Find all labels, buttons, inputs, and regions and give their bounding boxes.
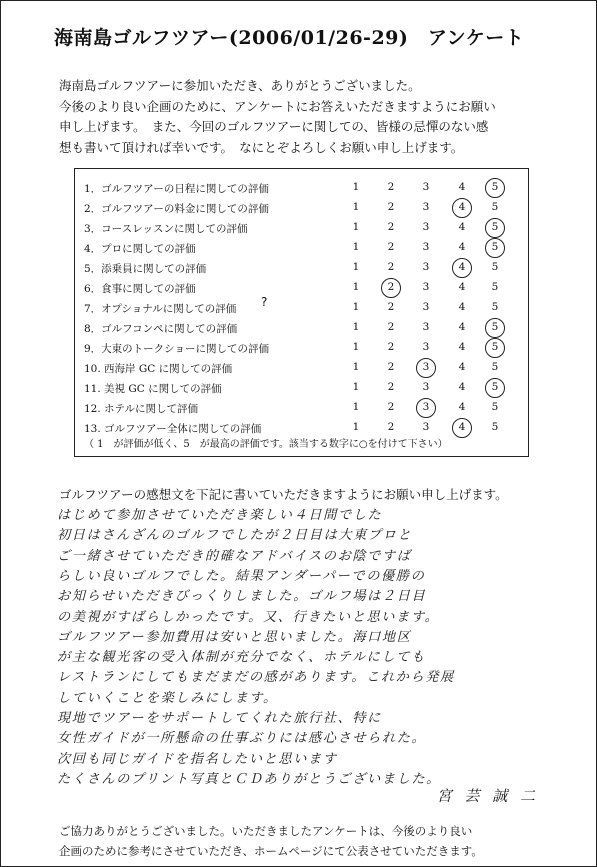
rating-score-selected[interactable]: 3: [417, 401, 435, 413]
rating-score[interactable]: 2: [387, 201, 395, 213]
rating-note: （ 1 が評価が低く、5 が最高の評価です。該当する数字に○を付けて下さい）: [84, 439, 448, 450]
rating-label: 4．プロに関しての評価: [84, 243, 196, 255]
rating-label: 8．ゴルフコンペに関しての評価: [84, 323, 238, 335]
rating-score[interactable]: 1: [352, 361, 360, 373]
rating-row: [75, 319, 528, 339]
page-title: 海南島ゴルフツアー(2006/01/26-29) アンケート: [54, 27, 525, 49]
question-mark: ?: [261, 295, 268, 309]
rating-score[interactable]: 2: [387, 301, 395, 313]
handwritten-line: 現地でツアーをサポートしてくれた旅行社、特に: [57, 711, 382, 726]
rating-score[interactable]: 5: [491, 361, 499, 373]
rating-row: [75, 279, 528, 299]
rating-score[interactable]: 1: [352, 221, 360, 233]
handwritten-line: ゴルフツアー参加費用は安いと思いました。海口地区: [57, 629, 412, 645]
rating-score[interactable]: 1: [352, 401, 360, 413]
rating-score[interactable]: 1: [352, 301, 360, 313]
rating-label: 12. ホテルに関して評価: [84, 403, 199, 415]
rating-score-selected[interactable]: 5: [486, 341, 504, 353]
rating-row: [75, 339, 528, 359]
rating-score-selected[interactable]: 3: [417, 361, 435, 373]
rating-score[interactable]: 4: [458, 181, 466, 193]
rating-score[interactable]: 5: [491, 401, 499, 413]
rating-score[interactable]: 3: [422, 201, 430, 213]
rating-score-selected[interactable]: 4: [453, 261, 471, 273]
rating-score-selected[interactable]: 2: [382, 281, 400, 293]
rating-score[interactable]: 5: [491, 201, 499, 213]
rating-score[interactable]: 2: [387, 221, 395, 233]
handwritten-line: していくことを楽しみにします。: [57, 690, 278, 706]
rating-row: [75, 379, 528, 399]
rating-score[interactable]: 3: [422, 281, 430, 293]
rating-score[interactable]: 4: [458, 281, 466, 293]
rating-score-selected[interactable]: 5: [486, 221, 504, 233]
handwritten-line: たくさんのプリント写真とＣＤありがとうございました。: [57, 771, 441, 787]
rating-score[interactable]: 2: [387, 241, 395, 253]
rating-score[interactable]: 1: [352, 181, 360, 193]
handwritten-line: レストランにしてもまだまだの感があります。これから発展: [57, 670, 455, 686]
rating-row: [75, 199, 528, 219]
rating-score[interactable]: 1: [352, 241, 360, 253]
rating-score[interactable]: 1: [352, 201, 360, 213]
rating-score[interactable]: 2: [387, 381, 395, 393]
rating-score[interactable]: 3: [422, 181, 430, 193]
rating-score-selected[interactable]: 5: [486, 381, 504, 393]
rating-score[interactable]: 5: [491, 281, 499, 293]
rating-row: [75, 419, 528, 439]
rating-score-selected[interactable]: 5: [486, 181, 504, 193]
rating-score[interactable]: 3: [422, 421, 430, 433]
rating-row: [75, 179, 528, 199]
rating-label: 6．食事に関しての評価: [84, 283, 196, 295]
rating-label: 1．ゴルフツアーの日程に関しての評価: [84, 183, 269, 195]
rating-label: 2．ゴルフツアーの料金に関しての評価: [84, 203, 269, 215]
rating-score[interactable]: 5: [491, 301, 499, 313]
handwritten-line: お知らせいただきびっくりしました。ゴルフ場は２日目: [57, 589, 427, 605]
rating-score[interactable]: 1: [352, 421, 360, 433]
rating-row: [75, 239, 528, 259]
rating-row: [75, 399, 528, 419]
rating-score[interactable]: 1: [352, 321, 360, 333]
rating-score[interactable]: 4: [458, 221, 466, 233]
rating-score[interactable]: 4: [458, 361, 466, 373]
rating-score[interactable]: 4: [458, 301, 466, 313]
rating-score[interactable]: 3: [422, 261, 430, 273]
rating-score[interactable]: 1: [352, 261, 360, 273]
rating-score[interactable]: 5: [491, 261, 499, 273]
rating-score[interactable]: 3: [422, 341, 430, 353]
rating-score[interactable]: 2: [387, 401, 395, 413]
intro-text: 海南島ゴルフツアーに参加いただき、ありがとうございました。 今後のより良い企画のために、アンケートにお答えいただきますようにお願い 申し上げます。 また、今回のゴルフツアーに関しての、皆様の忌憚のない感 想も書いて頂ければ幸いです。 なにとぞよろしくお願い申し上げます。: [59, 78, 496, 155]
rating-label: 13. ゴルフツアー全体に関しての評価: [84, 423, 262, 435]
rating-score[interactable]: 1: [352, 341, 360, 353]
rating-row: [75, 295, 528, 319]
rating-score-selected[interactable]: 5: [486, 241, 504, 253]
rating-score-selected[interactable]: 4: [453, 421, 471, 433]
rating-score[interactable]: 4: [458, 241, 466, 253]
rating-score-selected[interactable]: 5: [486, 321, 504, 333]
handwritten-line: が主な観光客の受入体制が充分でなく、ホテルにしても: [57, 650, 426, 666]
rating-score[interactable]: 2: [387, 361, 395, 373]
handwritten-comment-area: [57, 502, 545, 806]
rating-row: [75, 359, 528, 379]
rating-label: 7．オプショナルに関しての評価: [84, 303, 237, 315]
rating-score[interactable]: 3: [422, 381, 430, 393]
rating-row: [75, 259, 528, 279]
comment-heading: ゴルフツアーの感想文を下記に書いていただきますようにお願い申し上げます。: [59, 487, 508, 502]
rating-score[interactable]: 3: [422, 221, 430, 233]
handwritten-line: はじめて参加させていただき楽しい４日間でした: [57, 508, 383, 523]
rating-score-selected[interactable]: 4: [453, 201, 471, 213]
closing-text: ご協力ありがとうございました。いただきましたアンケートは、今後のより良い 企画のために参考にさせていただき、ホームページにて公表させていただきます。: [59, 824, 483, 858]
rating-score[interactable]: 1: [352, 281, 360, 293]
rating-label: 10. 西海岸 GC に関しての評価: [84, 363, 233, 375]
rating-score[interactable]: 4: [458, 381, 466, 393]
rating-row: [75, 219, 528, 239]
handwritten-line: ご一緒させていただき的確なアドバイスのお陰ですば: [57, 548, 412, 564]
rating-label: 5．添乗員に関しての評価: [84, 263, 207, 275]
handwritten-line: らしい良いゴルフでした。結果アンダーパーでの優勝の: [57, 568, 426, 584]
rating-score[interactable]: 2: [387, 261, 395, 273]
ratings-table: [74, 168, 529, 457]
handwritten-signature: 宮 芸 誠 二: [436, 787, 539, 805]
rating-label: 3．コースレッスンに関しての評価: [84, 223, 248, 235]
rating-score[interactable]: 4: [458, 401, 466, 413]
rating-score[interactable]: 3: [422, 321, 430, 333]
rating-score[interactable]: 3: [422, 301, 430, 313]
rating-score[interactable]: 3: [422, 241, 430, 253]
rating-score[interactable]: 1: [352, 381, 360, 393]
rating-score[interactable]: 2: [387, 341, 395, 353]
rating-label: 9．大東のトークショーに関しての評価: [84, 343, 269, 355]
handwritten-line: の美視がすばらしかったです。又、行きたいと思います。: [57, 609, 440, 625]
handwritten-line: 女性ガイドが一所懸命の仕事ぶりには感心させられた。: [57, 731, 427, 747]
rating-label: 11. 美視 GC に関しての評価: [84, 383, 222, 395]
rating-score[interactable]: 4: [458, 321, 466, 333]
handwritten-line: 初日はさんざんのゴルフでしたが２日目は大東プロと: [57, 528, 413, 544]
rating-score[interactable]: 2: [387, 181, 395, 193]
rating-score[interactable]: 4: [458, 341, 466, 353]
handwritten-line: 次回も同じガイドを指名したいと思います: [57, 751, 338, 767]
rating-score[interactable]: 2: [387, 421, 395, 433]
rating-score[interactable]: 2: [387, 321, 395, 333]
rating-score[interactable]: 5: [491, 421, 499, 433]
